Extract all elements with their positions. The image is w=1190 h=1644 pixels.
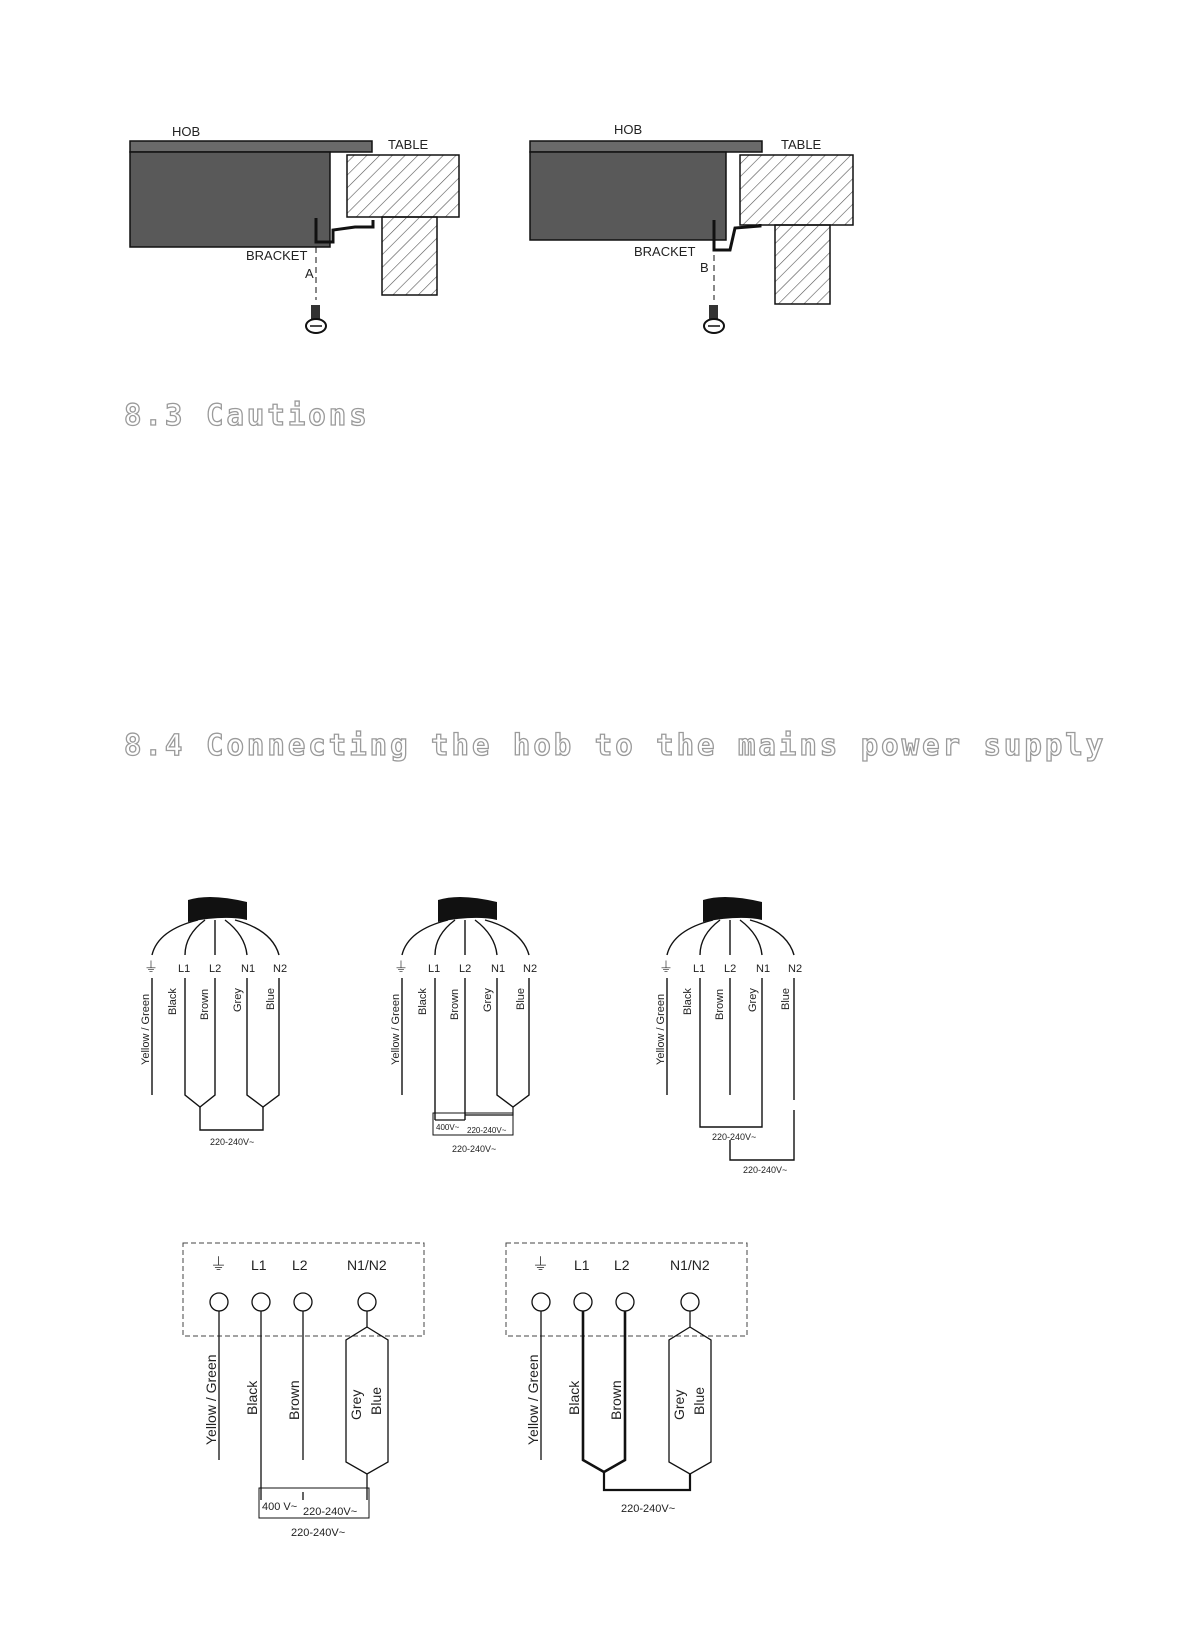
wire-label: Blue — [368, 1386, 384, 1415]
voltage-label: 400 V~ — [262, 1501, 298, 1513]
table-top — [740, 155, 853, 225]
hob-body — [130, 152, 330, 247]
wire-label: Grey — [482, 988, 494, 1012]
terminal-block-diagram-5 — [506, 1243, 747, 1515]
wiring-diagram-3 — [655, 897, 802, 1175]
wire-label: Brown — [608, 1380, 624, 1420]
label-hob: HOB — [614, 122, 643, 137]
earth-icon: ⏚ — [659, 959, 673, 975]
label-table: TABLE — [388, 137, 429, 152]
wire-label: Grey — [232, 988, 244, 1012]
table-support — [775, 225, 830, 304]
wire-label: Yellow / Green — [390, 993, 402, 1065]
label-bracket: BRACKET — [246, 248, 308, 263]
voltage-label: 220-240V~ — [712, 1132, 757, 1142]
wiring-diagram-1 — [140, 897, 287, 1147]
voltage-label: 220-240V~ — [743, 1165, 788, 1175]
terminal-n2: N2 — [273, 963, 288, 975]
wire-label: Blue — [515, 987, 527, 1010]
voltage-label: 220-240V~ — [452, 1144, 497, 1154]
wire-label: Black — [167, 988, 179, 1015]
voltage-label: 220-240V~ — [291, 1527, 346, 1539]
voltage-label: 400V~ — [436, 1123, 460, 1132]
wire-label: Black — [244, 1380, 260, 1415]
terminal-l1: L1 — [693, 963, 706, 975]
label-marker-a: A — [305, 266, 314, 281]
terminal-l1: L1 — [178, 963, 191, 975]
table-top — [347, 155, 459, 217]
section-title: Connecting the hob to the mains power supply — [206, 728, 1107, 762]
wire-label: Brown — [286, 1380, 302, 1420]
earth-icon: ⏚ — [532, 1255, 549, 1274]
label-hob: HOB — [172, 124, 201, 139]
voltage-label: 220-240V~ — [210, 1137, 255, 1147]
terminal-n2: N2 — [523, 963, 538, 975]
wire-label: Blue — [780, 987, 792, 1010]
wire-label: Black — [682, 988, 694, 1015]
screw-icon — [704, 305, 724, 333]
wire-label: Yellow / Green — [140, 993, 152, 1065]
terminal-l2: L2 — [724, 963, 737, 975]
label-marker-b: B — [700, 260, 709, 275]
terminal-n1-n2: N1/N2 — [347, 1257, 387, 1273]
wire-label: Black — [417, 988, 429, 1015]
wire-label: Brown — [449, 988, 461, 1020]
earth-icon: ⏚ — [394, 959, 408, 975]
voltage-label: 220-240V~ — [467, 1126, 507, 1135]
wire-label: Grey — [348, 1389, 364, 1420]
terminal-l2: L2 — [459, 963, 472, 975]
wire-label: Blue — [691, 1386, 707, 1415]
wire-label: Brown — [714, 988, 726, 1020]
voltage-label: 220-240V~ — [621, 1503, 676, 1515]
wire-label: Blue — [265, 987, 277, 1010]
terminal-n2: N2 — [788, 963, 803, 975]
wire-label: Yellow / Green — [525, 1354, 541, 1445]
terminal-l2: L2 — [614, 1257, 630, 1273]
wire-label: Grey — [747, 988, 759, 1012]
wire-label: Grey — [671, 1389, 687, 1420]
voltage-label: 220-240V~ — [303, 1506, 358, 1518]
section-number: 8.3 — [124, 398, 186, 432]
wiring-diagram-2 — [390, 897, 537, 1154]
section-number: 8.4 — [124, 728, 186, 762]
section-title: Cautions — [206, 398, 370, 432]
terminal-l2: L2 — [292, 1257, 308, 1273]
terminal-block-diagram-4 — [183, 1243, 424, 1539]
terminal-n1: N1 — [756, 963, 771, 975]
terminal-n1-n2: N1/N2 — [670, 1257, 710, 1273]
hob-body — [530, 152, 726, 240]
screw-icon — [306, 305, 326, 333]
terminal-l1: L1 — [428, 963, 441, 975]
section-heading-connecting — [124, 728, 1106, 762]
install-figure-a — [130, 124, 459, 333]
wire-label: Yellow / Green — [203, 1354, 219, 1445]
terminal-l1: L1 — [251, 1257, 267, 1273]
earth-icon: ⏚ — [210, 1255, 227, 1274]
terminal-l2: L2 — [209, 963, 222, 975]
label-table: TABLE — [781, 137, 822, 152]
table-support — [382, 217, 437, 295]
earth-icon: ⏚ — [144, 959, 158, 975]
terminal-l1: L1 — [574, 1257, 590, 1273]
section-heading-cautions — [124, 398, 370, 432]
terminal-n1: N1 — [491, 963, 506, 975]
wire-label: Black — [566, 1380, 582, 1415]
label-bracket: BRACKET — [634, 244, 696, 259]
wire-label: Brown — [199, 988, 211, 1020]
install-figure-b — [530, 122, 853, 333]
wire-label: Yellow / Green — [655, 993, 667, 1065]
terminal-n1: N1 — [241, 963, 256, 975]
